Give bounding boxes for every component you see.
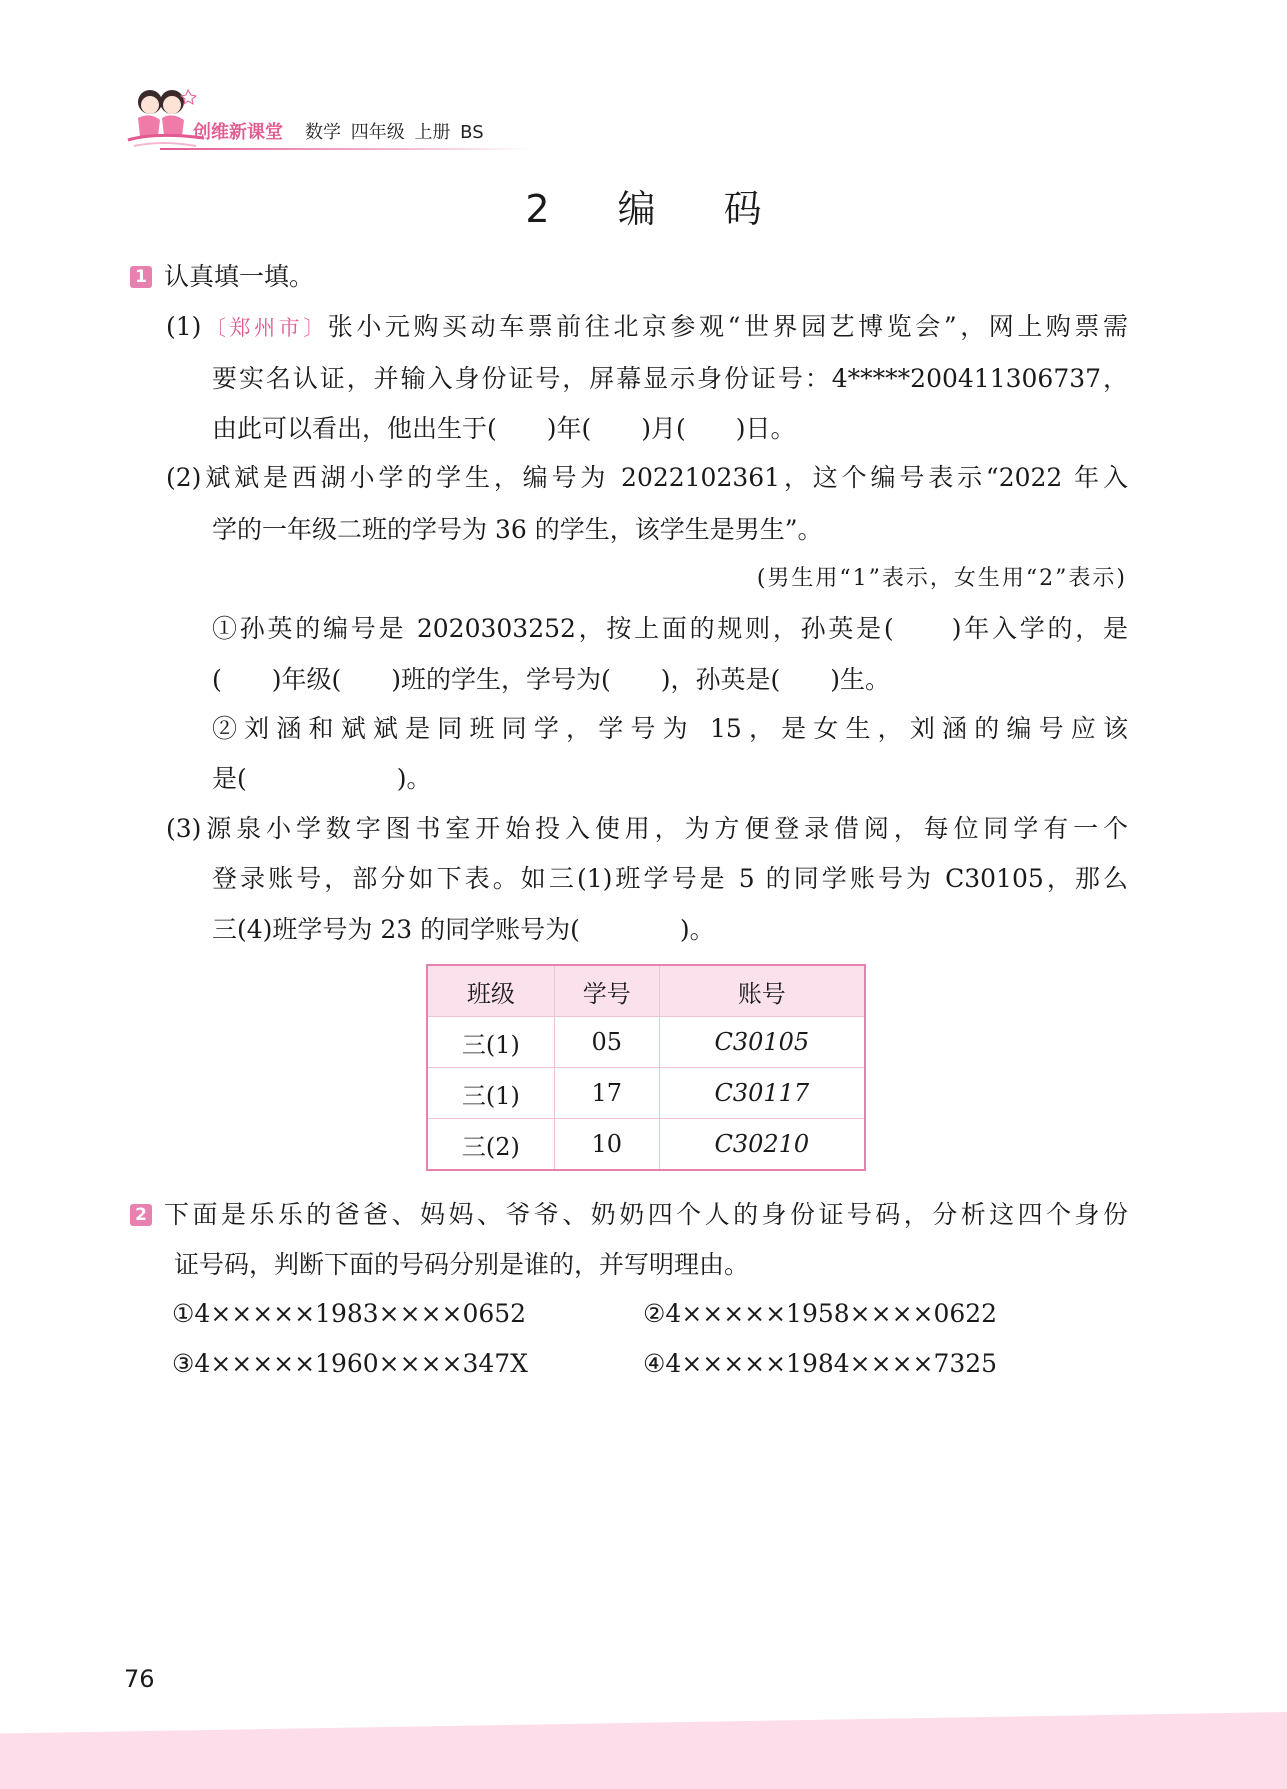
page-number: 76 <box>124 1665 155 1693</box>
q1-p1-prefix: (1) <box>166 312 202 341</box>
q1-p1-line3: 由此可以看出，他出生于( )年( )月( )日。 <box>212 414 796 443</box>
q1-p3-line1: (3)源泉小学数字图书室开始投入使用，为方便登录借阅，每位同学有一个 <box>166 814 1128 843</box>
q1-p2-line2: 学的一年级二班的学号为 36 的学生，该学生是男生”。 <box>212 515 823 544</box>
table-row <box>427 1068 865 1119</box>
gender-note: (男生用“1”表示，女生用“2”表示) <box>756 566 1127 591</box>
q1-p2-sub1-line2: ( )年级( )班的学生，学号为( )，孙英是( )生。 <box>212 665 891 694</box>
header-divider <box>160 148 530 150</box>
q1-p2-sub2-line2: 是( )。 <box>212 764 432 793</box>
header-meta: 数学 四年级 上册 BS <box>305 122 484 143</box>
q1-p2-sub2-line1: ②刘涵和斌斌是同班同学，学号为 15，是女生，刘涵的编号应该 <box>212 714 1128 743</box>
table-cell-class: 三(1) <box>427 1017 554 1068</box>
q1-p3-line2: 登录账号，部分如下表。如三(1)班学号是 5 的同学账号为 C30105，那么 <box>212 864 1128 893</box>
table-row <box>427 1119 865 1171</box>
id-number-item: ④4×××××1984××××7325 <box>643 1349 998 1378</box>
table-cell-number: 05 <box>554 1017 659 1068</box>
table-header-cell: 账号 <box>659 965 865 1017</box>
q1-heading: 认真填一填。 <box>164 262 315 291</box>
footer-band <box>0 1712 1287 1789</box>
q1-p3-line3: 三(4)班学号为 23 的同学账号为( )。 <box>212 915 715 944</box>
region-tag: 〔郑州市〕 <box>201 316 328 340</box>
header-brand: 创维新课堂 <box>193 122 283 143</box>
table-cell-class: 三(2) <box>427 1119 554 1171</box>
table-cell-account: C30117 <box>659 1068 865 1119</box>
q1-p1-line2: 要实名认证，并输入身份证号，屏幕显示身份证号：4*****200411306737， <box>212 364 1128 393</box>
q1-p2-sub1-line1: ①孙英的编号是 2020303252，按上面的规则，孙英是( )年入学的，是 <box>212 614 1128 643</box>
q1-p2-line1: (2)斌斌是西湖小学的学生，编号为 2022102361，这个编号表示“2022 年入 <box>166 463 1128 492</box>
id-number-item: ①4×××××1983××××0652 <box>172 1299 527 1328</box>
table-row <box>427 1017 865 1068</box>
table-header-cell: 学号 <box>554 965 659 1017</box>
id-number-item: ②4×××××1958××××0622 <box>643 1299 998 1328</box>
table-cell-number: 17 <box>554 1068 659 1119</box>
table-header-cell: 班级 <box>427 965 554 1017</box>
page-title: 2 编 码 <box>525 187 790 231</box>
id-number-item: ③4×××××1960××××347X <box>172 1349 528 1378</box>
table-cell-account: C30105 <box>659 1017 865 1068</box>
q1-p1-line1 <box>166 311 1128 344</box>
table-cell-number: 10 <box>554 1119 659 1171</box>
q1-p1-text: 张小元购买动车票前往北京参观“世界园艺博览会”，网上购票需 <box>327 312 1128 341</box>
table-header-row <box>427 965 865 1017</box>
q2-line2: 证号码，判断下面的号码分别是谁的，并写明理由。 <box>174 1250 750 1279</box>
question-number-badge: 2 <box>130 1204 152 1226</box>
q2-line1: 下面是乐乐的爸爸、妈妈、爷爷、奶奶四个人的身份证号码，分析这四个身份 <box>164 1200 1128 1229</box>
table-cell-class: 三(1) <box>427 1068 554 1119</box>
table-cell-account: C30210 <box>659 1119 865 1171</box>
question-number-badge: 1 <box>130 266 152 288</box>
account-table <box>426 964 866 1171</box>
